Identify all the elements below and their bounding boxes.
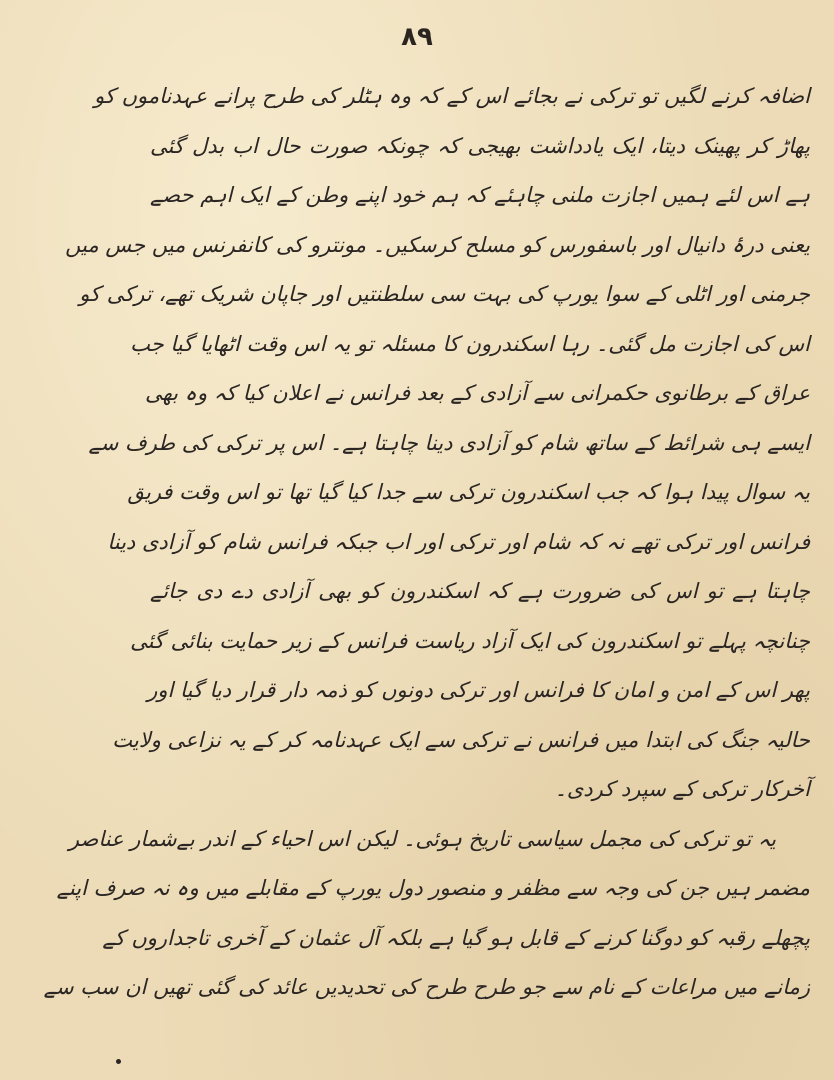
text-line: مضمر ہیں جن کی وجہ سے مظفر و منصور دول یورپ کے مقابلے میں وہ نہ صرف اپنے — [56, 876, 810, 900]
text-line: جرمنی اور اٹلی کے سوا یورپ کی بہت سی سلطنتیں اور جاپان شریک تھے، ترکی کو — [79, 282, 810, 306]
text-line: فرانس اور ترکی تھے نہ کہ شام اور ترکی اور اب جبکہ فرانس شام کو آزادی دینا — [107, 529, 810, 554]
paragraph-first-line: یہ تو ترکی کی مجمل سیاسی تاریخ ہوئی۔ لیکن اس احیاء کے اندر بےشمار عناصر — [68, 826, 776, 851]
text-line: زمانے میں مراعات کے نام سے جو طرح طرح کی تحدیدیں عائد کی گئی تھیں ان سب سے — [43, 975, 810, 999]
text-line: اس کی اجازت مل گئی۔ رہا اسکندرون کا مسئلہ تو یہ اس وقت اٹھایا گیا جب — [130, 331, 810, 356]
text-line: یعنی درۂ دانیال اور باسفورس کو مسلح کرسکیں۔ مونترو کی کانفرنس میں جس میں — [65, 232, 810, 257]
ink-dot — [116, 1059, 121, 1064]
text-line: چنانچہ پہلے تو اسکندرون کی ایک آزاد ریاست فرانس کے زیر حمایت بنائی گئی — [130, 628, 810, 653]
text-line: اضافہ کرنے لگیں تو ترکی نے بجائے اس کے کہ وہ ہٹلر کی طرح پرانے عہدناموں کو — [94, 84, 810, 108]
page-number: ۸۹ — [401, 22, 433, 52]
paragraph-last-line: آخرکار ترکی کے سپرد کردی۔ — [554, 777, 810, 801]
text-line: پچھلے رقبہ کو دوگنا کرنے کے قابل ہو گیا ہے بلکہ آل عثمان کے آخری تاجداروں کے — [102, 925, 810, 950]
text-line: پھر اس کے امن و امان کا فرانس اور ترکی دونوں کو ذمہ دار قرار دیا گیا اور — [147, 678, 810, 702]
text-line: ایسے ہی شرائط کے ساتھ شام کو آزادی دینا چاہتا ہے۔ اس پر ترکی کی طرف سے — [88, 430, 810, 455]
text-line: حالیہ جنگ کی ابتدا میں فرانس نے ترکی سے ایک عہدنامہ کر کے یہ نزاعی ولایت — [112, 727, 810, 752]
text-line: ہے اس لئے ہمیں اجازت ملنی چاہئے کہ ہم خود اپنے وطن کے ایک اہم حصے — [150, 183, 810, 207]
text-line: عراق کے برطانوی حکمرانی سے آزادی کے بعد فرانس نے اعلان کیا کہ وہ بھی — [144, 381, 810, 405]
text-line: چاہتا ہے تو اس کی ضرورت ہے کہ اسکندرون کو بھی آزادی دے دی جائے — [150, 579, 810, 603]
text-line: پھاڑ کر پھینک دیتا، ایک یادداشت بھیجی کہ چونکہ صورت حال اب بدل گئی — [150, 133, 810, 158]
text-line: یہ سوال پیدا ہوا کہ جب اسکندرون ترکی سے جدا کیا گیا تھا تو اس وقت فریق — [127, 480, 810, 504]
body-text — [43, 72, 810, 1013]
